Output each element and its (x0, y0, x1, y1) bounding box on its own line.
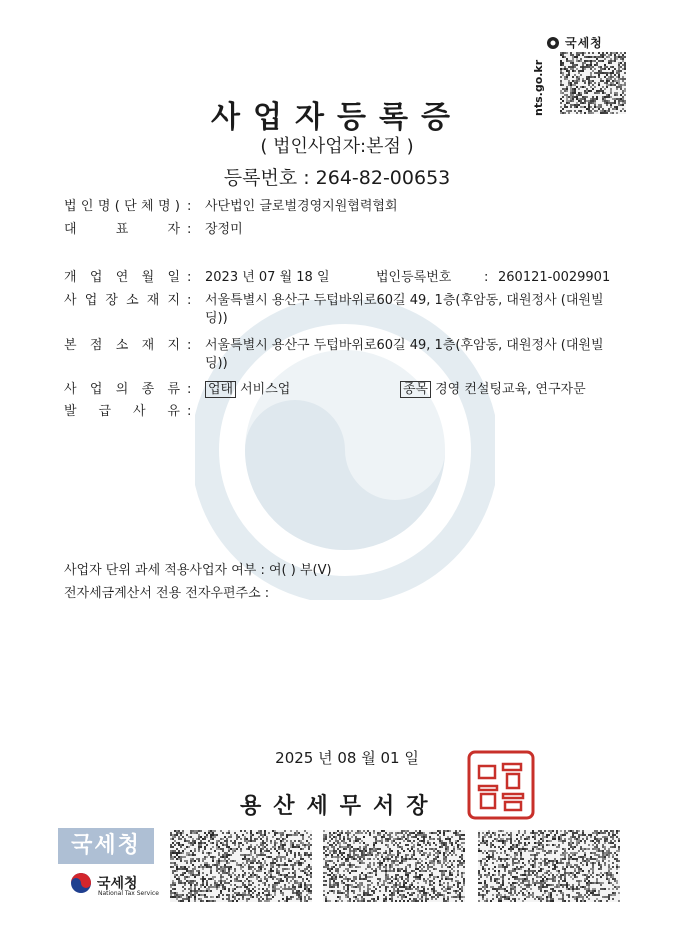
security-pattern (323, 830, 465, 902)
nts-header-logo (545, 34, 603, 51)
registration-number: 등록번호 : 264-82-00653 (223, 167, 451, 189)
field-label: 사 업 의 종 류 (64, 382, 180, 397)
field-value: 서울특별시 용산구 두텁바위로60길 49, 1층(후암동, 대원정사 (대원빌딩)) (205, 293, 604, 326)
footer-logo-en: National Tax Service (98, 890, 159, 897)
field-business-address: 사 업 장 소 재 지 : 서울특별시 용산구 두텁바위로60길 49, 1층(후암동, 대원정사 (대원빌딩)) (0, 292, 674, 332)
item-value: 경영 컨설팅교육, 연구자문 (435, 382, 586, 397)
type-value: 서비스업 (240, 382, 291, 397)
footer-logo-kr: 국세청 (97, 876, 138, 892)
field-hq-address: 본 점 소 재 지 : 서울특별시 용산구 두텁바위로60길 49, 1층(후암동, 대원정사 (대원빌딩)) (0, 337, 674, 377)
nts-logo-icon (545, 36, 561, 50)
field-label: 법 인 명 ( 단 체 명 ) (64, 199, 180, 214)
corp-reg-value: 260121-0029901 (498, 270, 611, 285)
corp-reg-label: 법인등록번호 (376, 270, 452, 285)
unit-taxation-line: 사업자 단위 과세 적용사업자 여부 : 여( ) 부(V) (64, 563, 332, 578)
type-tag: 업태 (205, 381, 236, 398)
taegeuk-icon (70, 872, 92, 894)
item-tag: 종목 (400, 381, 431, 398)
field-label: 발 급 사 유 (64, 404, 180, 419)
security-pattern (478, 830, 620, 902)
field-label: 개 업 연 월 일 (64, 270, 180, 285)
field-value: 2023 년 07 월 18 일 (205, 270, 330, 285)
field-label: 대 표 자 (64, 222, 180, 237)
official-seal (467, 750, 535, 820)
page-title: 사업자등록증 (211, 100, 463, 135)
certificate-page: 국세청 nts.go.kr 사업자등록증 ( 법인사업자:본점 ) 등록번호 : 264-82-00653 법 인 명 ( 단 체 명 ) : 사단법인 글로벌경영지원협력협회 대 표 자 : 장정미 개 업 연 월 일 : 2023 년 07 월 18 일 법인등록번호 : 260121-0029901 사 업 장 소 재 지 : 서울특별시 용산구 두텁바위로60길 49, 1층(후암동, 대원정사 (대원빌딩)) 본 점 소 재 지 : 서울특별시 용산구 두텁바위로60길 49, 1층(후암동, 대원정사 (대원빌딩)) 사 업 의 종 류 : 업태 서비스업 종목 경영 컨설팅교육, 연구자문 발 급 사 유 : 사업자 단위 과세 적용사업자 여부 : 여( ) 부(V) 전자세금계산서 전용 전자우편주소 : 2025 년 08 월 01 일 용산세무서장 국세청 국세청 National Tax Service (0, 0, 674, 934)
tax-office: 용산세무서장 (240, 794, 440, 819)
field-label: 사 업 장 소 재 지 (64, 293, 180, 308)
footer-badge: 국세청 (58, 828, 154, 864)
field-value: 서울특별시 용산구 두텁바위로60길 49, 1층(후암동, 대원정사 (대원빌딩)) (205, 338, 604, 371)
issue-date: 2025 년 08 월 01 일 (275, 749, 419, 767)
subtitle: ( 법인사업자:본점 ) (260, 136, 414, 157)
nts-url: nts.go.kr (532, 59, 545, 116)
nts-logo-text: 국세청 (565, 36, 603, 50)
footer-logo (70, 872, 159, 897)
field-label: 본 점 소 재 지 (64, 338, 180, 353)
security-pattern (170, 830, 312, 902)
field-value: 장정미 (205, 222, 243, 237)
email-line: 전자세금계산서 전용 전자우편주소 : (64, 586, 270, 601)
field-value: 사단법인 글로벌경영지원협력협회 (205, 199, 398, 214)
